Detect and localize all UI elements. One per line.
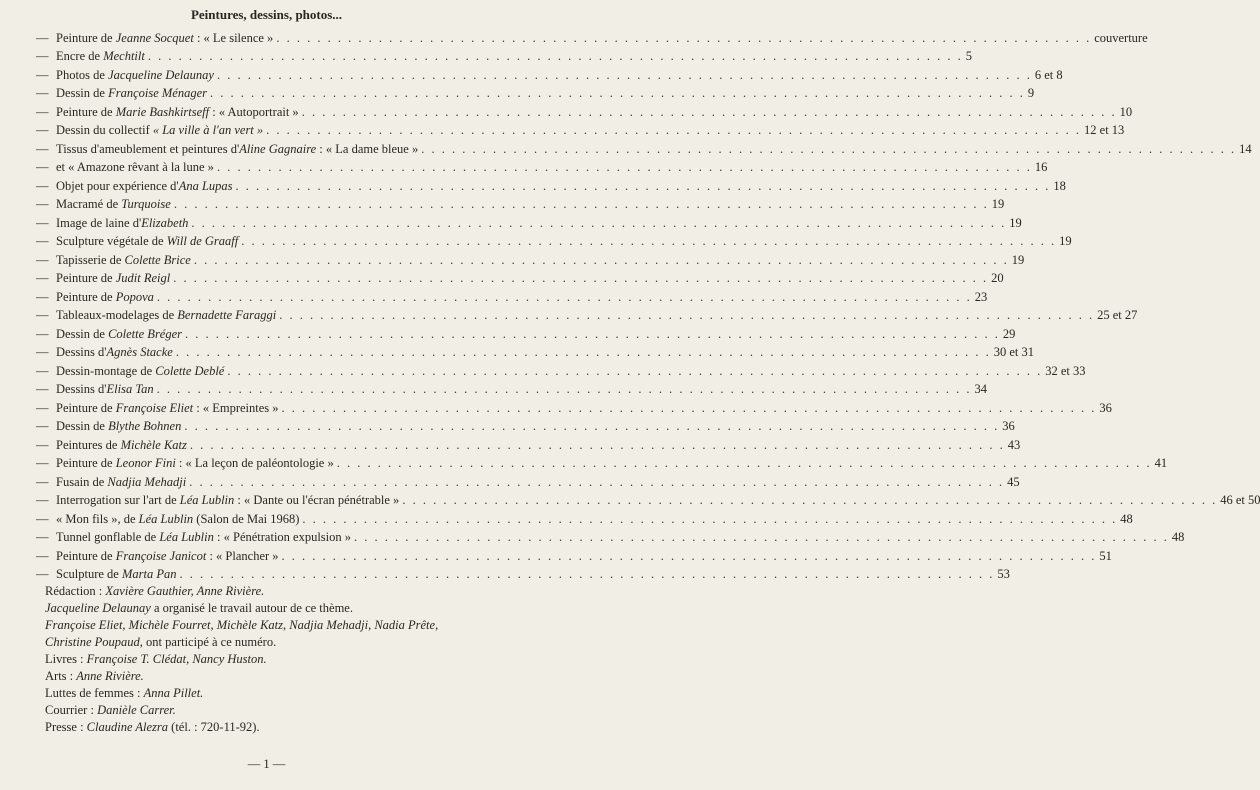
credit-line <box>45 702 505 719</box>
editorial-credits <box>45 583 505 736</box>
toc-title-prefix: et « Amazone rêvant à la lune » <box>56 160 214 174</box>
toc-title <box>56 179 233 193</box>
toc-page-number: 5 <box>965 49 972 63</box>
toc-title-prefix: Peinture de <box>56 400 116 415</box>
toc-title <box>56 290 154 304</box>
toc-page-number: 9 <box>1027 86 1035 100</box>
toc-row <box>36 156 1048 175</box>
toc-row <box>36 230 1072 249</box>
toc-artist-name: Popova <box>115 289 154 304</box>
toc-page-number: 34 <box>974 382 988 396</box>
toc-dash: — <box>36 67 49 82</box>
toc-dash: — <box>36 289 49 304</box>
toc-page-number: couverture <box>1094 30 1148 45</box>
toc-row <box>36 304 1138 323</box>
toc-dot-leader: . . . . . . . . . . . . . . . . . . . . . . . . . . . . . . . . . . . . . . . . . . . . . . . . . . . . . . . . . . . . . . . . . . . . . . . . . . . . . . . . <box>173 271 989 285</box>
toc-title-prefix: Peinture de <box>56 30 116 45</box>
credit-names: Christine Poupaud <box>45 635 140 649</box>
toc-title-prefix: Interrogation sur l'art de <box>56 493 180 507</box>
toc-row <box>36 563 1010 582</box>
toc-dot-leader: . . . . . . . . . . . . . . . . . . . . . . . . . . . . . . . . . . . . . . . . . . . . . . . . . . . . . . . . . . . . . . . . . . . . . . . . . . . . . . . . <box>421 141 1237 156</box>
toc-title <box>56 197 171 211</box>
toc-dot-leader: . . . . . . . . . . . . . . . . . . . . . . . . . . . . . . . . . . . . . . . . . . . . . . . . . . . . . . . . . . . . . . . . . . . . . . . . . . . . . . . . <box>175 345 991 359</box>
toc-artist-name: Marie Bashkirtseff <box>115 104 210 119</box>
toc-dash: — <box>36 363 49 378</box>
toc-artist-name: « La ville à l'an vert » <box>152 123 264 137</box>
page-number: — 1 — <box>247 757 286 771</box>
toc-title-suffix: : « Plancher » <box>206 548 279 563</box>
toc-row <box>36 322 1016 341</box>
toc-page-number: 45 <box>1007 474 1020 489</box>
toc-artist-name: Léa Lublin <box>138 511 194 526</box>
credit-note: , ont participé à ce numéro. <box>139 635 277 649</box>
toc-title-prefix: Macramé de <box>56 197 122 211</box>
toc-dot-leader: . . . . . . . . . . . . . . . . . . . . . . . . . . . . . . . . . . . . . . . . . . . . . . . . . . . . . . . . . . . . . . . . . . . . . . . . . . . . . . . . <box>281 400 1097 415</box>
toc-row <box>36 248 1025 267</box>
toc-title-suffix: : « Pénétration expulsion » <box>213 530 352 544</box>
toc-title-prefix: Peinture de <box>56 548 116 563</box>
credit-line <box>45 617 505 634</box>
toc-dot-leader: . . . . . . . . . . . . . . . . . . . . . . . . . . . . . . . . . . . . . . . . . . . . . . . . . . . . . . . . . . . . . . . . . . . . . . . . . . . . . . . . <box>191 215 1007 230</box>
toc-row <box>36 489 1260 508</box>
toc-row <box>36 174 1066 193</box>
toc-title <box>56 419 181 433</box>
toc-title <box>56 382 154 396</box>
toc-page-number: 20 <box>991 271 1004 285</box>
toc-dot-leader: . . . . . . . . . . . . . . . . . . . . . . . . . . . . . . . . . . . . . . . . . . . . . . . . . . . . . . . . . . . . . . . . . . . . . . . . . . . . . . . . <box>216 67 1032 82</box>
toc-page-number: 36 <box>1002 419 1015 433</box>
toc-row <box>36 100 1133 119</box>
credit-line <box>45 685 505 702</box>
toc-dot-leader: . . . . . . . . . . . . . . . . . . . . . . . . . . . . . . . . . . . . . . . . . . . . . . . . . . . . . . . . . . . . . . . . . . . . . . . . . . . . . . . . <box>210 86 1025 100</box>
toc-title-prefix: Dessins d' <box>56 345 107 359</box>
toc-dash: — <box>36 400 49 415</box>
toc-page-number: 19 <box>1009 215 1022 230</box>
toc-page-number: 41 <box>1154 456 1168 470</box>
credit-role: Livres : <box>45 652 87 666</box>
toc-page-number: 32 et 33 <box>1045 363 1086 378</box>
toc-title <box>56 271 170 285</box>
toc-dash: — <box>36 493 49 507</box>
toc-title <box>56 401 279 415</box>
toc-dot-leader: . . . . . . . . . . . . . . . . . . . . . . . . . . . . . . . . . . . . . . . . . . . . . . . . . . . . . . . . . . . . . . . . . . . . . . . . . . . . . . . . <box>216 160 1032 174</box>
toc-artist-name: Leonor Fini <box>115 456 176 470</box>
toc-title-suffix: : « Empreintes » <box>193 400 279 415</box>
toc-title-suffix: : « Dante ou l'écran pénétrable » <box>234 493 400 507</box>
toc-artist-name: Jacqueline Delaunay <box>108 67 214 82</box>
toc-dot-leader: . . . . . . . . . . . . . . . . . . . . . . . . . . . . . . . . . . . . . . . . . . . . . . . . . . . . . . . . . . . . . . . . . . . . . . . . . . . . . . . . <box>235 178 1051 193</box>
toc-dot-leader: . . . . . . . . . . . . . . . . . . . . . . . . . . . . . . . . . . . . . . . . . . . . . . . . . . . . . . . . . . . . . . . . . . . . . . . . . . . . . . . . <box>173 197 989 211</box>
toc-row <box>36 470 1020 489</box>
toc-row <box>36 526 1185 545</box>
toc-row <box>36 396 1112 415</box>
toc-page-number: 23 <box>974 289 988 304</box>
toc-title <box>56 234 238 248</box>
toc-page-number: 53 <box>997 567 1010 581</box>
toc-artist-name: Colette Brice <box>124 252 191 267</box>
toc-dash: — <box>36 456 49 470</box>
toc-row <box>36 119 1125 138</box>
toc-artist-name: Jeanne Socquet <box>115 30 194 45</box>
toc-row <box>36 452 1168 471</box>
toc-page-number: 29 <box>1002 326 1016 341</box>
toc-dash: — <box>36 271 49 285</box>
toc-dash: — <box>36 49 49 63</box>
toc-title <box>56 123 263 137</box>
toc-dot-leader: . . . . . . . . . . . . . . . . . . . . . . . . . . . . . . . . . . . . . . . . . . . . . . . . . . . . . . . . . . . . . . . . . . . . . . . . . . . . . . . . <box>156 289 972 304</box>
toc-artist-name: Françoise Eliet <box>115 400 194 415</box>
toc-page-number: 12 et 13 <box>1084 123 1125 137</box>
toc-dash: — <box>36 234 49 248</box>
toc-title-prefix: Encre de <box>56 49 104 63</box>
toc-title <box>56 160 214 174</box>
toc-page-number: 46 et 50 <box>1220 493 1260 507</box>
toc-dash: — <box>36 30 49 45</box>
toc-dash: — <box>36 511 49 526</box>
toc-artist-name: Marta Pan <box>121 567 177 581</box>
toc-title <box>56 456 334 470</box>
toc-page-number: 48 <box>1120 511 1133 526</box>
toc-title-prefix: Objet pour expérience d' <box>56 178 179 193</box>
toc-dash: — <box>36 308 49 322</box>
credit-line <box>45 634 505 651</box>
credit-names: Jacqueline Delaunay <box>45 601 151 615</box>
toc-row <box>36 63 1063 82</box>
toc-row <box>36 433 1021 452</box>
toc-title-prefix: Sculpture de <box>56 567 122 581</box>
credit-line <box>45 719 505 736</box>
toc-title <box>56 512 299 526</box>
toc-page-number: 30 et 31 <box>993 345 1034 359</box>
toc-dot-leader: . . . . . . . . . . . . . . . . . . . . . . . . . . . . . . . . . . . . . . . . . . . . . . . . . . . . . . . . . . . . . . . . . . . . . . . . . . . . . . . . <box>227 363 1043 378</box>
toc-title-prefix: Peinture de <box>56 271 116 285</box>
toc-artist-name: Agnès Stacke <box>106 345 173 359</box>
toc-artist-name: Mechtilt <box>103 49 145 63</box>
toc-title-suffix: : « Le silence » <box>193 30 274 45</box>
toc-dot-leader: . . . . . . . . . . . . . . . . . . . . . . . . . . . . . . . . . . . . . . . . . . . . . . . . . . . . . . . . . . . . . . . . . . . . . . . . . . . . . . . . <box>147 49 963 63</box>
toc-title <box>56 364 224 378</box>
credit-names: Danièle Carrer. <box>97 703 176 717</box>
toc-title <box>56 86 207 100</box>
toc-artist-name: Nadjia Mehadji <box>107 474 187 489</box>
toc-page-number: 6 et 8 <box>1034 67 1063 82</box>
toc-dash: — <box>36 141 49 156</box>
toc-artist-name: Léa Lublin <box>159 530 214 544</box>
illustrations-index <box>36 26 1260 581</box>
toc-title-suffix: (Salon de Mai 1968) <box>193 511 300 526</box>
toc-title <box>56 345 173 359</box>
toc-title <box>56 475 186 489</box>
toc-row <box>36 285 988 304</box>
toc-page-number: 16 <box>1034 160 1048 174</box>
toc-row <box>36 507 1133 526</box>
credit-role: Arts : <box>45 669 77 683</box>
toc-dot-leader: . . . . . . . . . . . . . . . . . . . . . . . . . . . . . . . . . . . . . . . . . . . . . . . . . . . . . . . . . . . . . . . . . . . . . . . . . . . . . . . . <box>402 493 1218 507</box>
toc-title <box>56 49 145 63</box>
toc-dash: — <box>36 197 49 211</box>
toc-title <box>56 438 187 452</box>
toc-title-prefix: Fusain de <box>56 474 108 489</box>
toc-dot-leader: . . . . . . . . . . . . . . . . . . . . . . . . . . . . . . . . . . . . . . . . . . . . . . . . . . . . . . . . . . . . . . . . . . . . . . . . . . . . . . . . <box>185 326 1000 341</box>
toc-title-prefix: Photos de <box>56 67 109 82</box>
toc-artist-name: Françoise Ménager <box>108 86 208 100</box>
toc-row <box>36 359 1086 378</box>
toc-dot-leader: . . . . . . . . . . . . . . . . . . . . . . . . . . . . . . . . . . . . . . . . . . . . . . . . . . . . . . . . . . . . . . . . . . . . . . . . . . . . . . . . <box>276 30 1092 45</box>
credit-names: Françoise T. Clédat, Nancy Huston. <box>86 652 267 666</box>
toc-dash: — <box>36 86 49 100</box>
toc-dash: — <box>36 474 49 489</box>
toc-title <box>56 549 279 563</box>
toc-artist-name: Blythe Bohnen <box>108 419 182 433</box>
toc-artist-name: Elisa Tan <box>106 382 154 396</box>
toc-dot-leader: . . . . . . . . . . . . . . . . . . . . . . . . . . . . . . . . . . . . . . . . . . . . . . . . . . . . . . . . . . . . . . . . . . . . . . . . . . . . . . . . <box>241 234 1057 248</box>
toc-dot-leader: . . . . . . . . . . . . . . . . . . . . . . . . . . . . . . . . . . . . . . . . . . . . . . . . . . . . . . . . . . . . . . . . . . . . . . . . . . . . . . . . <box>189 474 1005 489</box>
toc-row <box>36 193 1005 212</box>
toc-page-number: 19 <box>1011 252 1025 267</box>
toc-dash: — <box>36 104 49 119</box>
toc-title <box>56 68 214 82</box>
toc-row <box>36 267 1004 286</box>
toc-artist-name: Léa Lublin <box>179 493 235 507</box>
credit-role: Presse : <box>45 720 87 734</box>
toc-row <box>36 45 972 64</box>
toc-artist-name: Michèle Katz <box>120 437 187 452</box>
toc-artist-name: Elizabeth <box>141 215 189 230</box>
toc-row <box>36 341 1034 360</box>
toc-row <box>36 137 1252 156</box>
toc-artist-name: Bernadette Faraggi <box>177 308 277 322</box>
toc-title-suffix: : « Autoportrait » <box>209 104 299 119</box>
toc-dash: — <box>36 215 49 230</box>
toc-title-prefix: Dessin de <box>56 419 109 433</box>
credit-line <box>45 651 505 668</box>
credit-note: a organisé le travail autour de ce thème. <box>150 601 353 615</box>
toc-title-prefix: Dessin-montage de <box>56 363 156 378</box>
toc-page-number: 14 <box>1239 141 1252 156</box>
toc-title-prefix: Dessin de <box>56 326 109 341</box>
toc-page-number: 51 <box>1099 548 1112 563</box>
toc-title-prefix: Tissus d'ameublement et peintures d' <box>56 141 240 156</box>
toc-title-prefix: Image de laine d' <box>56 215 142 230</box>
toc-title-prefix: Dessins d' <box>56 382 107 396</box>
toc-page-number: 19 <box>991 197 1005 211</box>
toc-title-prefix: Tapisserie de <box>56 252 125 267</box>
toc-dash: — <box>36 178 49 193</box>
toc-artist-name: Turquoise <box>121 197 171 211</box>
toc-page-number: 43 <box>1007 437 1021 452</box>
toc-dash: — <box>36 530 49 544</box>
toc-row <box>36 82 1035 101</box>
toc-title-suffix: : « La leçon de paléontologie » <box>175 456 334 470</box>
toc-page-number: 48 <box>1171 530 1185 544</box>
toc-dash: — <box>36 252 49 267</box>
toc-dash: — <box>36 382 49 396</box>
toc-title <box>56 105 299 119</box>
toc-dot-leader: . . . . . . . . . . . . . . . . . . . . . . . . . . . . . . . . . . . . . . . . . . . . . . . . . . . . . . . . . . . . . . . . . . . . . . . . . . . . . . . . <box>281 548 1097 563</box>
toc-title-prefix: « Mon fils », de <box>56 511 139 526</box>
toc-title-suffix: : « La dame bleue » <box>316 141 419 156</box>
toc-dot-leader: . . . . . . . . . . . . . . . . . . . . . . . . . . . . . . . . . . . . . . . . . . . . . . . . . . . . . . . . . . . . . . . . . . . . . . . . . . . . . . . . <box>336 456 1152 470</box>
credit-note: (tél. : 720-11-92). <box>168 720 260 734</box>
toc-title-prefix: Peintures de <box>56 437 121 452</box>
credit-names: Anne Rivière. <box>76 669 144 683</box>
credit-line <box>45 600 505 617</box>
toc-artist-name: Aline Gagnaire <box>239 141 317 156</box>
toc-artist-name: Judit Reigl <box>115 271 171 285</box>
credit-names: Claudine Alezra <box>86 720 169 734</box>
toc-page-number: 10 <box>1119 104 1133 119</box>
toc-dot-leader: . . . . . . . . . . . . . . . . . . . . . . . . . . . . . . . . . . . . . . . . . . . . . . . . . . . . . . . . . . . . . . . . . . . . . . . . . . . . . . . . <box>189 437 1005 452</box>
toc-dash: — <box>36 419 49 433</box>
toc-dash: — <box>36 548 49 563</box>
toc-artist-name: Ana Lupas <box>178 178 233 193</box>
toc-title <box>56 567 176 581</box>
toc-dot-leader: . . . . . . . . . . . . . . . . . . . . . . . . . . . . . . . . . . . . . . . . . . . . . . . . . . . . . . . . . . . . . . . . . . . . . . . . . . . . . . . . <box>301 104 1117 119</box>
toc-artist-name: Françoise Janicot <box>115 548 207 563</box>
credit-names: Xavière Gauthier, Anne Rivière. <box>105 584 265 598</box>
toc-title <box>56 530 351 544</box>
toc-dot-leader: . . . . . . . . . . . . . . . . . . . . . . . . . . . . . . . . . . . . . . . . . . . . . . . . . . . . . . . . . . . . . . . . . . . . . . . . . . . . . . . . <box>184 419 1000 433</box>
toc-dot-leader: . . . . . . . . . . . . . . . . . . . . . . . . . . . . . . . . . . . . . . . . . . . . . . . . . . . . . . . . . . . . . . . . . . . . . . . . . . . . . . . . <box>279 308 1095 322</box>
toc-dot-leader: . . . . . . . . . . . . . . . . . . . . . . . . . . . . . . . . . . . . . . . . . . . . . . . . . . . . . . . . . . . . . . . . . . . . . . . . . . . . . . . . <box>302 511 1118 526</box>
credit-role: Luttes de femmes : <box>45 686 144 700</box>
toc-row <box>36 544 1112 563</box>
toc-title <box>56 327 182 341</box>
toc-artist-name: Will de Graaff <box>166 234 239 248</box>
toc-page-number: 36 <box>1099 400 1112 415</box>
toc-title-prefix: Dessin de <box>56 86 109 100</box>
toc-title-prefix: Sculpture végétale de <box>56 234 167 248</box>
toc-title <box>56 142 418 156</box>
toc-dot-leader: . . . . . . . . . . . . . . . . . . . . . . . . . . . . . . . . . . . . . . . . . . . . . . . . . . . . . . . . . . . . . . . . . . . . . . . . . . . . . . . . <box>354 530 1169 544</box>
toc-dash: — <box>36 345 49 359</box>
toc-dash: — <box>36 437 49 452</box>
toc-title-prefix: Dessin du collectif <box>56 123 153 137</box>
credit-line <box>45 668 505 685</box>
toc-title <box>56 216 188 230</box>
toc-title-prefix: Tunnel gonflable de <box>56 530 160 544</box>
section-heading: Peintures, dessins, photos... <box>190 7 343 22</box>
toc-page-number: 19 <box>1059 234 1072 248</box>
toc-artist-name: Colette Deblé <box>155 363 225 378</box>
toc-title-prefix: Peinture de <box>56 104 116 119</box>
toc-dash: — <box>36 567 49 581</box>
toc-row <box>36 415 1015 434</box>
toc-row <box>36 378 988 397</box>
toc-page-number: 18 <box>1053 178 1066 193</box>
toc-row <box>36 26 1148 45</box>
toc-dot-leader: . . . . . . . . . . . . . . . . . . . . . . . . . . . . . . . . . . . . . . . . . . . . . . . . . . . . . . . . . . . . . . . . . . . . . . . . . . . . . . . . <box>193 252 1009 267</box>
toc-artist-name: Colette Bréger <box>108 326 183 341</box>
toc-title-prefix: Peinture de <box>56 289 116 304</box>
credit-role: Rédaction : <box>45 584 106 598</box>
credit-line <box>45 583 505 600</box>
toc-title <box>56 493 399 507</box>
toc-row <box>36 211 1022 230</box>
toc-dot-leader: . . . . . . . . . . . . . . . . . . . . . . . . . . . . . . . . . . . . . . . . . . . . . . . . . . . . . . . . . . . . . . . . . . . . . . . . . . . . . . . . <box>156 382 972 396</box>
toc-title <box>56 308 276 322</box>
credit-names: Françoise Eliet, Michèle Fourret, Michèle Katz, Nadjia Mehadji, Nadia Prête, <box>45 618 439 632</box>
toc-title-prefix: Peinture de <box>56 456 116 470</box>
toc-dot-leader: . . . . . . . . . . . . . . . . . . . . . . . . . . . . . . . . . . . . . . . . . . . . . . . . . . . . . . . . . . . . . . . . . . . . . . . . . . . . . . . . <box>266 123 1082 137</box>
toc-title <box>56 253 191 267</box>
toc-title <box>56 31 273 45</box>
toc-dash: — <box>36 326 49 341</box>
toc-dash: — <box>36 160 49 174</box>
toc-dash: — <box>36 123 49 137</box>
credit-role: Courrier : <box>45 703 98 717</box>
toc-dot-leader: . . . . . . . . . . . . . . . . . . . . . . . . . . . . . . . . . . . . . . . . . . . . . . . . . . . . . . . . . . . . . . . . . . . . . . . . . . . . . . . . <box>179 567 995 581</box>
credit-names: Anna Pillet. <box>143 686 204 700</box>
toc-title-prefix: Tableaux-modelages de <box>56 308 178 322</box>
toc-page-number: 25 et 27 <box>1097 308 1138 322</box>
